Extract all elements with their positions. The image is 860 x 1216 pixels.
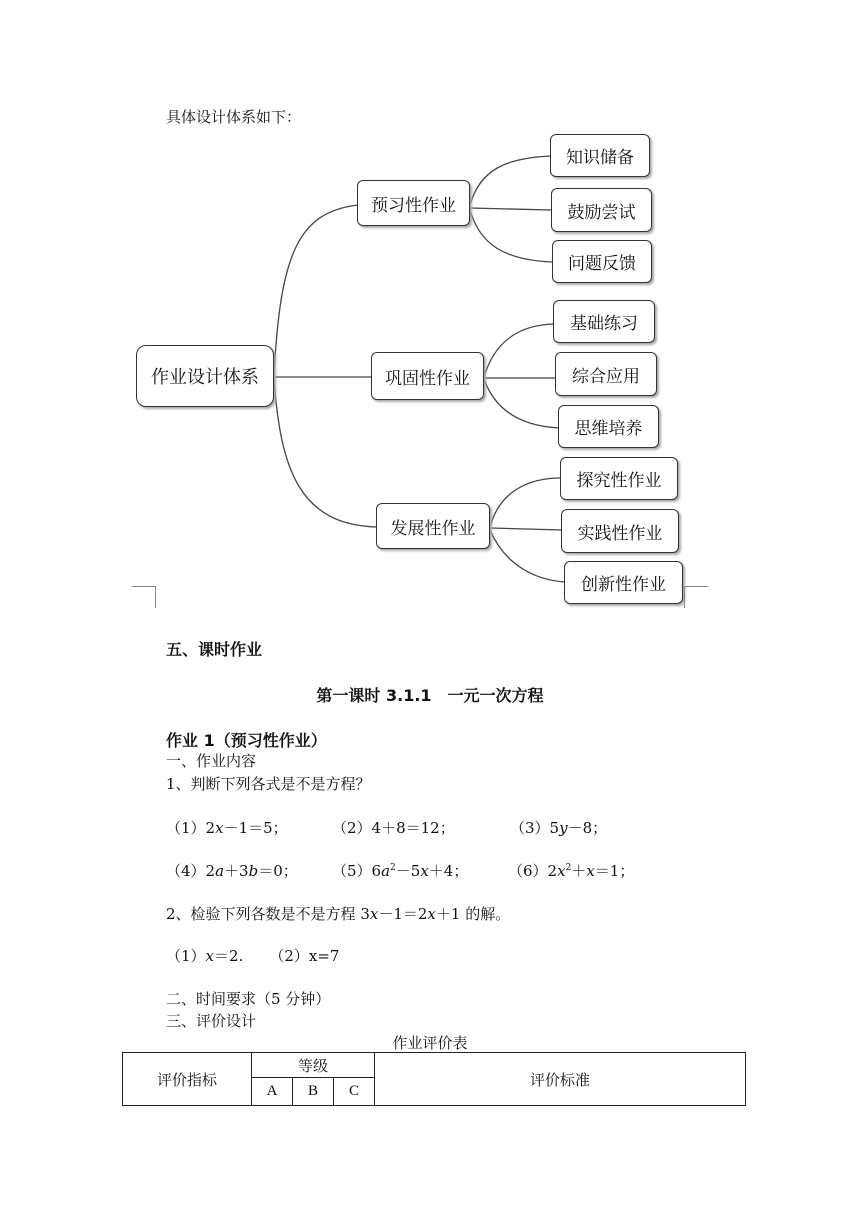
- question-2-stem: 2、检验下列各数是不是方程 3x－1＝2x＋1 的解。: [166, 905, 511, 923]
- header-standard: 评价标准: [375, 1053, 746, 1106]
- leaf-practice-homework: 实践性作业: [561, 509, 679, 553]
- q1-item-3: （3）5y－8；: [510, 819, 608, 837]
- header-level: 等级: [252, 1053, 375, 1078]
- branch-preview: 预习性作业: [357, 180, 470, 226]
- q1-item-4: （4）2a＋3b＝0；: [166, 862, 298, 880]
- mindmap-root: 作业设计体系: [136, 345, 274, 407]
- branch-development: 发展性作业: [376, 503, 490, 549]
- time-requirement: 二、时间要求（5 分钟）: [166, 990, 331, 1008]
- level-c: C: [334, 1078, 375, 1106]
- evaluation-table: [122, 1052, 746, 1106]
- q1-item-5: $(5)6a^2-5x+4$；: [332, 862, 469, 880]
- corner-mark-left-v: [155, 586, 156, 608]
- q1-item-2: （2）4＋8＝12；: [332, 819, 455, 837]
- evaluation-heading: 三、评价设计: [166, 1012, 257, 1030]
- lesson-title: 第一课时 3.1.1 一元一次方程: [316, 686, 544, 705]
- corner-mark-left-h: [132, 586, 156, 587]
- content-heading: 一、作业内容: [166, 752, 257, 770]
- leaf-thinking-cultivation: 思维培养: [558, 405, 659, 448]
- question-1-stem: 1、判断下列各式是不是方程？: [166, 775, 371, 793]
- level-a: A: [252, 1078, 293, 1106]
- leaf-comprehensive-application: 综合应用: [555, 352, 657, 396]
- homework-title: 作业 1（预习性作业）: [166, 731, 327, 750]
- corner-mark-right-h: [684, 586, 708, 587]
- leaf-basic-practice: 基础练习: [553, 300, 655, 343]
- intro-text: 具体设计体系如下：: [166, 108, 302, 126]
- q1-item-1: （1）2x－1＝5；: [166, 819, 288, 837]
- section-title: 五、课时作业: [166, 640, 263, 659]
- leaf-knowledge-reserve: 知识储备: [550, 134, 650, 177]
- leaf-problem-feedback: 问题反馈: [552, 240, 652, 283]
- question-2-answers: （1）x＝2. （2）x=7: [166, 947, 340, 965]
- leaf-innovation-homework: 创新性作业: [564, 561, 683, 604]
- branch-consolidate: 巩固性作业: [371, 352, 484, 400]
- level-b: B: [293, 1078, 334, 1106]
- corner-mark-right-v: [684, 586, 685, 608]
- leaf-encourage-trying: 鼓励尝试: [551, 188, 652, 232]
- leaf-inquiry-homework: 探究性作业: [560, 457, 678, 500]
- header-indicator: 评价指标: [123, 1053, 252, 1106]
- q1-item-6: $(6)2x^2+x=1$；: [508, 862, 635, 880]
- table-caption: 作业评价表: [392, 1034, 468, 1052]
